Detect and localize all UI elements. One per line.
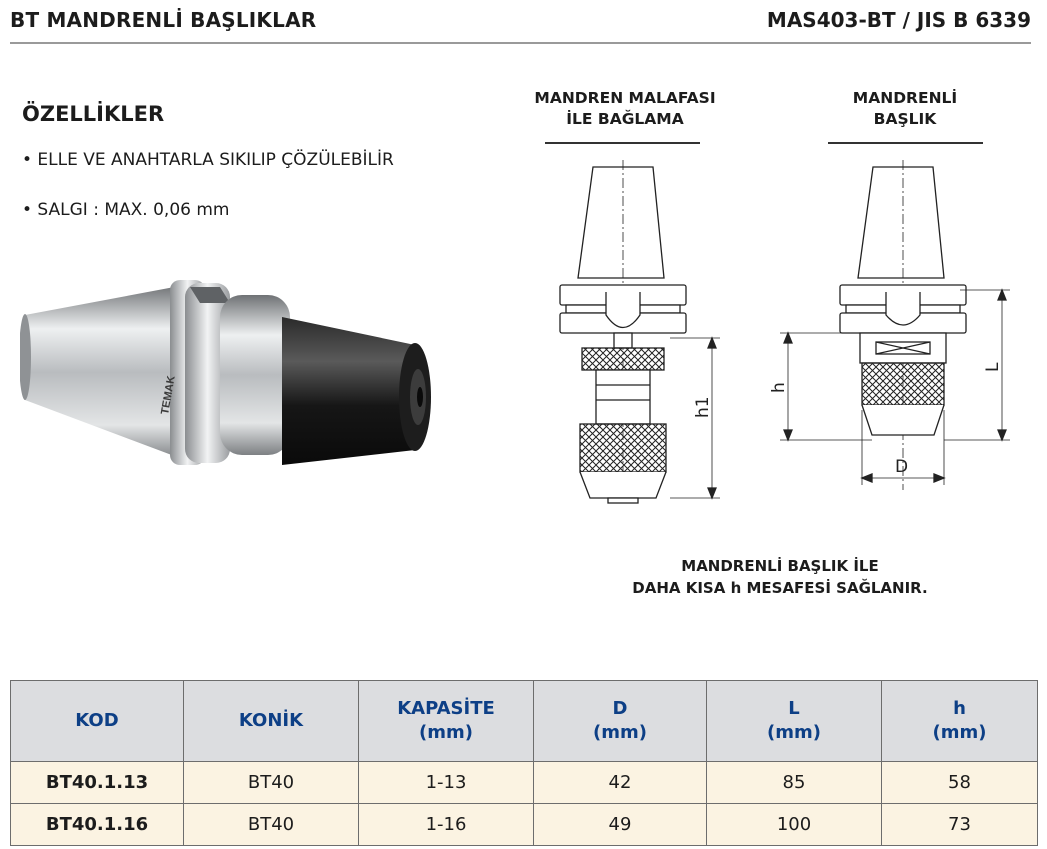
dim-label-h1: h1: [693, 396, 713, 418]
left-drawing-caption: [520, 88, 730, 130]
taper-shank: [25, 285, 185, 460]
header-line: KOD: [75, 710, 119, 731]
cell-konik: BT40: [184, 804, 359, 846]
header-line: D: [612, 698, 628, 719]
brand-mark: TEMAK: [159, 374, 178, 416]
note-line: MANDRENLİ BAŞLIK İLE: [681, 557, 879, 575]
standard-label: MAS403-BT / JIS B 6339: [766, 8, 1031, 32]
cell-l: 85: [707, 762, 882, 804]
dim-label-D: D: [895, 457, 909, 477]
caption-line: MANDREN MALAFASI: [534, 89, 716, 107]
header-line: KAPASİTE: [397, 698, 495, 719]
header-line: KONİK: [238, 710, 304, 731]
header-unit: (mm): [593, 722, 647, 743]
spec-table: [10, 680, 1038, 846]
left-caption-rule: [545, 142, 700, 144]
collar: [220, 295, 290, 455]
cell-konik: BT40: [184, 762, 359, 804]
cell-d: 42: [534, 762, 707, 804]
col-header-kod: [11, 681, 184, 762]
dim-label-L: L: [983, 362, 1003, 372]
feature-item: • ELLE VE ANAHTARLA SIKILIP ÇÖZÜLEBİLİR: [22, 150, 394, 170]
table-row: [11, 804, 1038, 846]
header-line: h: [953, 698, 966, 719]
feature-item: • SALGI : MAX. 0,06 mm: [22, 200, 230, 220]
caption-line: İLE BAĞLAMA: [566, 110, 684, 128]
header-unit: (mm): [932, 722, 987, 743]
cell-kapasite: 1-16: [359, 804, 534, 846]
col-header-kapasite: [359, 681, 534, 762]
dim-label-h: h: [769, 382, 789, 393]
col-header-konik: [184, 681, 359, 762]
right-drawing-caption: [800, 88, 1010, 130]
right-caption-rule: [828, 142, 983, 144]
right-drawing: [780, 160, 1010, 490]
cell-h: 58: [882, 762, 1038, 804]
header-unit: (mm): [767, 722, 821, 743]
chuck-body: [282, 317, 415, 465]
technical-drawings: [540, 150, 1040, 520]
note-line: DAHA KISA h MESAFESİ SAĞLANIR.: [632, 579, 928, 597]
cell-d: 49: [534, 804, 707, 846]
col-header-l: [707, 681, 882, 762]
drawing-note: [560, 555, 1000, 599]
col-header-d: [534, 681, 707, 762]
cell-kapasite: 1-13: [359, 762, 534, 804]
product-photo: [20, 275, 450, 475]
features-title: ÖZELLİKLER: [22, 102, 165, 126]
header-unit: (mm): [419, 722, 473, 743]
caption-line: BAŞLIK: [873, 110, 937, 128]
cell-h: 73: [882, 804, 1038, 846]
table-row: [11, 762, 1038, 804]
table-header-row: [11, 681, 1038, 762]
page-title: BT MANDRENLİ BAŞLIKLAR: [10, 8, 317, 32]
header-divider: [10, 42, 1031, 44]
col-header-h: [882, 681, 1038, 762]
caption-line: MANDRENLİ: [852, 89, 958, 107]
cell-l: 100: [707, 804, 882, 846]
cell-kod: BT40.1.16: [11, 804, 184, 846]
cell-kod: BT40.1.13: [11, 762, 184, 804]
left-drawing: [560, 160, 720, 503]
header-line: L: [788, 698, 800, 719]
